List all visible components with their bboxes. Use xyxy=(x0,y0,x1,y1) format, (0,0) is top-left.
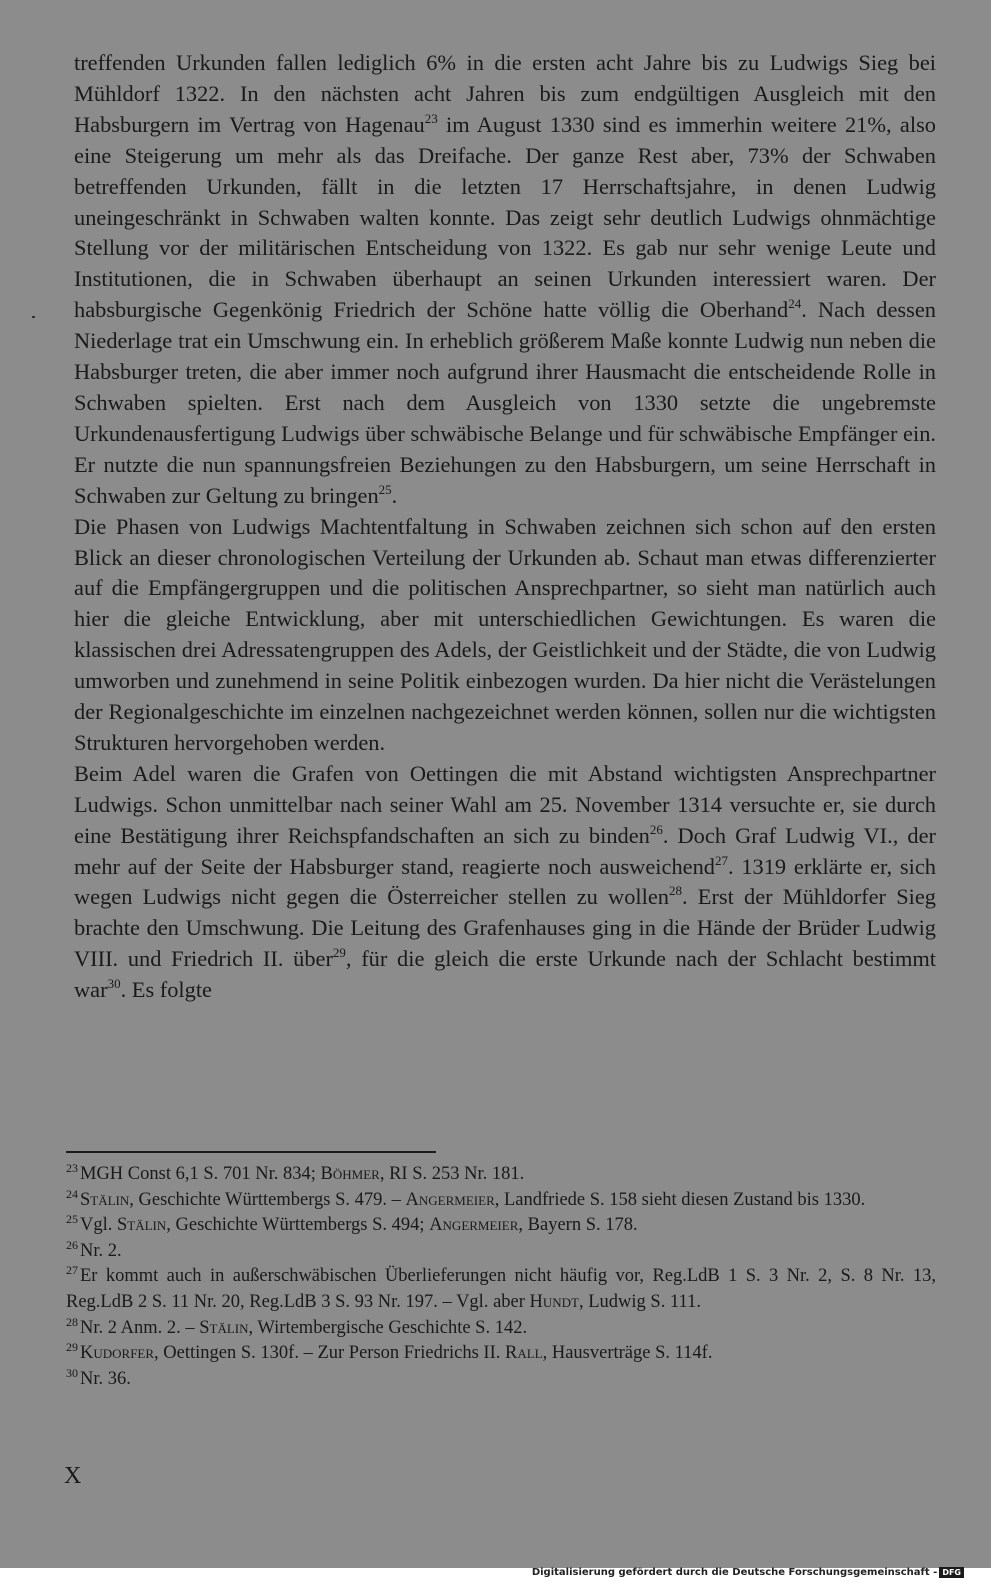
text-run: treffenden Urkunden fallen lediglich 6% in die ersten acht Jahre bis zu Ludwigs Sieg bei Mühldorf 1322. In den nächsten acht Jahren bis zum endgültigen Ausgleich mit den Habsburgern im Vertrag von Hagenau xyxy=(74,50,936,137)
footnote-text: , Bayern S. 178. xyxy=(518,1215,638,1236)
footnote-ref-30[interactable]: 30 xyxy=(107,976,121,992)
footnote-text: Nr. 2 Anm. 2. – xyxy=(80,1317,200,1338)
footnote-text: , Oettingen S. 130f. – Zur Person Friedrichs II. xyxy=(154,1343,505,1364)
footnote-30 xyxy=(66,1367,936,1393)
footnote-number: 26 xyxy=(66,1237,78,1252)
footnote-ref-23[interactable]: 23 xyxy=(424,110,438,126)
footnote-number: 28 xyxy=(66,1314,78,1329)
footnote-text: Nr. 36. xyxy=(80,1368,131,1389)
footnote-text: , Geschichte Württembergs S. 479. – xyxy=(129,1189,406,1210)
footnote-26 xyxy=(66,1239,936,1265)
author-name: Hundt xyxy=(529,1291,579,1312)
footnote-ref-27[interactable]: 27 xyxy=(714,852,728,868)
footnote-number: 25 xyxy=(66,1212,78,1227)
footnote-28 xyxy=(66,1316,936,1342)
footnote-24 xyxy=(66,1188,936,1214)
text-run: im August 1330 sind es immerhin weitere 21%, also eine Steigerung um mehr als das Dreifache. Der ganze Rest aber, 73% der Schwaben betreffenden Urkunden, fällt in die letzten 17 Herrschaftsjahre, in denen Ludwig uneingeschränkt in Schwaben walten konnte. Das zeigt sehr deutlich Ludwigs ohnmächtige Stellung vor der militärischen Entscheidung von 1322. Es gab nur sehr wenige Leute und Institutionen, die in Schwaben überhaupt an seinen Urkunden interessiert waren. Der habsburgische Gegenkönig Friedrich der Schöne hatte völlig die Oberhand xyxy=(74,111,936,323)
footnote-text: , Ludwig S. 111. xyxy=(579,1291,701,1312)
text-run: . Es folgte xyxy=(120,977,212,1003)
footnote-text: , RI S. 253 Nr. 181. xyxy=(379,1164,525,1184)
footnote-separator xyxy=(66,1151,436,1153)
author-name: Stälin xyxy=(80,1189,130,1210)
footnote-text: , Landfriede S. 158 sieht diesen Zustand bis 1330. xyxy=(494,1189,866,1210)
author-name: Stälin xyxy=(199,1317,249,1338)
text-run: . Erst der Mühldorfer Sieg brachte den Umschwung. Die Leitung des Grafenhauses ging in die Hände der Brüder Ludwig VIII. und Friedrich II. über xyxy=(74,884,936,972)
footnote-25 xyxy=(66,1213,936,1239)
footnote-text: Nr. 2. xyxy=(80,1240,122,1261)
text-run: . xyxy=(391,482,398,508)
footnote-text: , Geschichte Württembergs S. 494; xyxy=(166,1215,430,1236)
footnote-text: Er kommt auch in außerschwäbischen Überlieferungen nicht häufig vor, Reg.LdB 1 S. 3 Nr. 2, S. 8 Nr. 13, Reg.LdB 2 S. 11 Nr. 20, Reg.LdB 3 S. 93 Nr. 197. – Vgl. aber xyxy=(66,1266,936,1312)
footnote-ref-29[interactable]: 29 xyxy=(332,945,346,961)
digitization-credit xyxy=(532,1567,964,1578)
footnote-text: MGH Const 6,1 S. 701 Nr. 834; xyxy=(80,1164,321,1184)
footnote-ref-24[interactable]: 24 xyxy=(788,296,802,312)
footnote-text: , Wirtembergische Geschichte S. 142. xyxy=(248,1317,528,1338)
footnote-text: , Hausverträge S. 114f. xyxy=(542,1343,713,1364)
footnote-ref-25[interactable]: 25 xyxy=(378,481,392,497)
author-name: Angermeier xyxy=(405,1189,495,1210)
author-name: Stälin xyxy=(117,1215,167,1236)
footnote-number: 23 xyxy=(66,1161,78,1175)
credit-text: Digitalisierung gefördert durch die Deutsche Forschungsgemeinschaft - xyxy=(531,1567,938,1578)
footnote-ref-28[interactable]: 28 xyxy=(669,883,682,899)
paragraph-2: Die Phasen von Ludwigs Machtentfaltung in Schwaben zeichnen sich schon auf den ersten Blick an dieser chronologischen Verteilung der Urkunden ab. Schaut man etwas differenzierter auf die Empfängergruppen und die politischen Ansprechpartner, so sieht man natürlich auch hier die gleiche Entwicklung, aber mit unterschiedlichen Gewichtungen. Es waren die klassischen drei Adressatengruppen des Adels, der Geistlichkeit und der Städte, die von Ludwig umworben und zunehmend in seine Politik einbezogen wurden. Da hier nicht die Verästelungen der Regionalgeschichte im einzelnen nachgezeichnet werden können, sollen nur die wichtigsten Strukturen hervorgehoben werden. xyxy=(74,513,936,755)
footnote-ref-26[interactable]: 26 xyxy=(649,821,663,837)
paragraph-1 xyxy=(74,48,936,512)
text-run: Beim Adel waren die Grafen von Oettingen die mit Abstand wichtigsten Ansprechpartner Ludwigs. Schon unmittelbar nach seiner Wahl am 25. November 1314 versuchte er, sie durch eine Bestätigung ihrer Reichspfandschaften an sich zu binden xyxy=(74,760,936,848)
text-run: , für die gleich die erste Urkunde nach der Schlacht bestimmt war xyxy=(74,946,937,1003)
footnote-23 xyxy=(66,1162,936,1188)
paragraph-3 xyxy=(74,759,936,1006)
footnote-number: 24 xyxy=(66,1186,78,1201)
author-name: Rall xyxy=(504,1343,543,1364)
footnote-number: 30 xyxy=(66,1365,78,1380)
text-run: . Doch Graf Ludwig VI., der mehr auf der Seite der Habsburger stand, reagierte noch ausweichend xyxy=(74,822,936,879)
author-name: Böhmer xyxy=(320,1164,380,1184)
text-run: . 1319 erklärte er, sich wegen Ludwigs nicht gegen die Österreicher stellen zu wollen xyxy=(74,853,937,910)
scan-speck xyxy=(32,316,35,318)
footnote-29 xyxy=(66,1341,936,1367)
page-number: X xyxy=(64,1463,82,1489)
author-name: Angermeier xyxy=(429,1215,519,1236)
footnote-27 xyxy=(66,1264,936,1315)
footnote-number: 29 xyxy=(66,1340,78,1355)
main-text xyxy=(74,48,936,1006)
footnote-number: 27 xyxy=(66,1263,78,1278)
author-name: Kudorfer xyxy=(80,1343,155,1364)
footnotes xyxy=(66,1162,936,1392)
footnote-text: Vgl. xyxy=(80,1215,117,1236)
text-run: . Nach dessen Niederlage trat ein Umschwung ein. In erheblich größerem Maße konnte Ludwig nun neben die Habsburger treten, die aber immer noch aufgrund ihrer Hausmacht die entscheidende Rolle in Schwaben spielten. Erst nach dem Ausgleich von 1330 setzte die ungebremste Urkundenausfertigung Ludwigs über schwäbische Belange und für schwäbische Empfänger ein. Er nutzte die nun spannungsfreien Beziehungen zu den Habsburgern, um seine Herrschaft in Schwaben zur Geltung zu bringen xyxy=(74,297,936,508)
dfg-logo-icon: DFG xyxy=(939,1567,964,1578)
